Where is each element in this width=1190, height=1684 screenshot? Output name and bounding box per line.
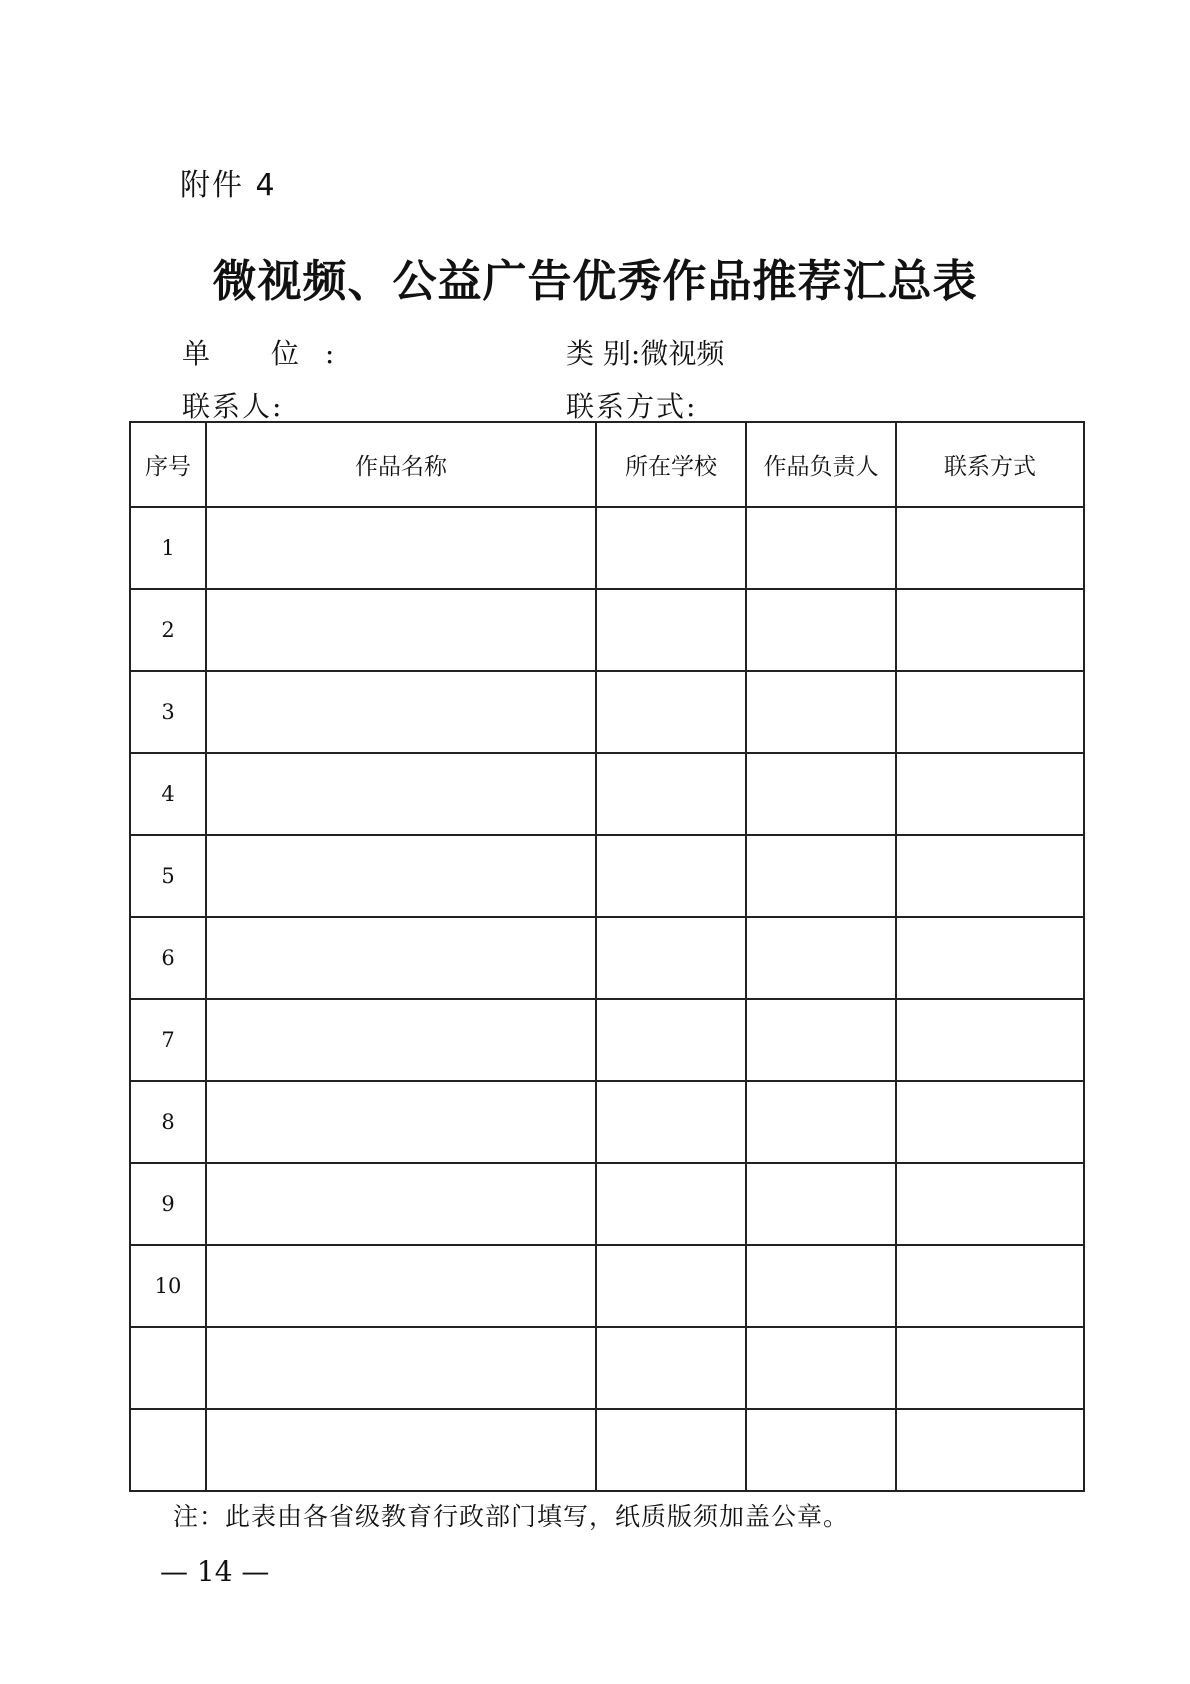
cell-contact [896,1081,1084,1163]
cell-work-name [206,671,596,753]
cell-work-name [206,999,596,1081]
cell-contact [896,671,1084,753]
cell-contact [896,1327,1084,1409]
category-value: 微视频 [640,337,725,370]
cell-serial [130,1409,206,1491]
cell-contact [896,589,1084,671]
table-row [130,1163,1084,1245]
cell-serial: 9 [130,1163,206,1245]
cell-serial: 5 [130,835,206,917]
header-school: 所在学校 [596,422,746,507]
contact-method-field [566,385,697,425]
cell-work-name [206,507,596,589]
unit-label: 单 位: [182,337,361,370]
cell-school [596,753,746,835]
cell-owner [746,671,896,753]
cell-school [596,835,746,917]
contact-method-label: 联系方式: [566,390,698,423]
table-row [130,1327,1084,1409]
cell-work-name [206,1327,596,1409]
cell-owner [746,589,896,671]
table-row [130,671,1084,753]
cell-work-name [206,917,596,999]
cell-owner [746,753,896,835]
page-number: — 14 — [160,1555,270,1588]
table-row [130,1081,1084,1163]
cell-work-name [206,1163,596,1245]
attachment-label: 附件 4 [180,168,277,203]
cell-contact [896,507,1084,589]
cell-contact [896,1409,1084,1491]
cell-school [596,999,746,1081]
cell-owner [746,1163,896,1245]
header-owner: 作品负责人 [746,422,896,507]
table-row [130,507,1084,589]
category-label: 类 别: [566,337,641,370]
header-contact: 联系方式 [896,422,1084,507]
cell-owner [746,1409,896,1491]
cell-owner [746,507,896,589]
table-body [130,507,1084,1491]
cell-serial: 8 [130,1081,206,1163]
cell-owner [746,1081,896,1163]
cell-school [596,917,746,999]
table-row [130,835,1084,917]
cell-school [596,1327,746,1409]
table-row [130,917,1084,999]
cell-owner [746,917,896,999]
page-title: 微视频、公益广告优秀作品推荐汇总表 [212,256,978,307]
cell-owner [746,999,896,1081]
cell-school [596,1245,746,1327]
cell-school [596,1409,746,1491]
cell-serial: 3 [130,671,206,753]
cell-school [596,507,746,589]
table-row [130,753,1084,835]
contact-person-field [182,385,283,425]
header-work-name: 作品名称 [206,422,596,507]
cell-work-name [206,753,596,835]
cell-serial: 4 [130,753,206,835]
cell-contact [896,835,1084,917]
cell-contact [896,753,1084,835]
cell-work-name [206,1081,596,1163]
cell-owner [746,835,896,917]
cell-school [596,1081,746,1163]
cell-serial: 2 [130,589,206,671]
footnote: 注：此表由各省级教育行政部门填写，纸质版须加盖公章。 [173,1502,850,1531]
cell-owner [746,1245,896,1327]
cell-work-name [206,1409,596,1491]
cell-serial: 10 [130,1245,206,1327]
cell-work-name [206,1245,596,1327]
table-row [130,1245,1084,1327]
contact-person-label: 联系人: [182,390,284,423]
cell-contact [896,999,1084,1081]
cell-work-name [206,835,596,917]
summary-table [129,421,1085,1492]
table-header-row [130,422,1084,507]
cell-serial: 7 [130,999,206,1081]
cell-school [596,1163,746,1245]
unit-field [182,332,360,372]
cell-serial [130,1327,206,1409]
category-field [566,332,724,372]
table-row [130,1409,1084,1491]
cell-contact [896,917,1084,999]
cell-contact [896,1163,1084,1245]
cell-serial: 1 [130,507,206,589]
header-serial: 序号 [130,422,206,507]
table-row [130,999,1084,1081]
cell-owner [746,1327,896,1409]
table-row [130,589,1084,671]
cell-school [596,671,746,753]
cell-school [596,589,746,671]
cell-serial: 6 [130,917,206,999]
cell-work-name [206,589,596,671]
cell-contact [896,1245,1084,1327]
